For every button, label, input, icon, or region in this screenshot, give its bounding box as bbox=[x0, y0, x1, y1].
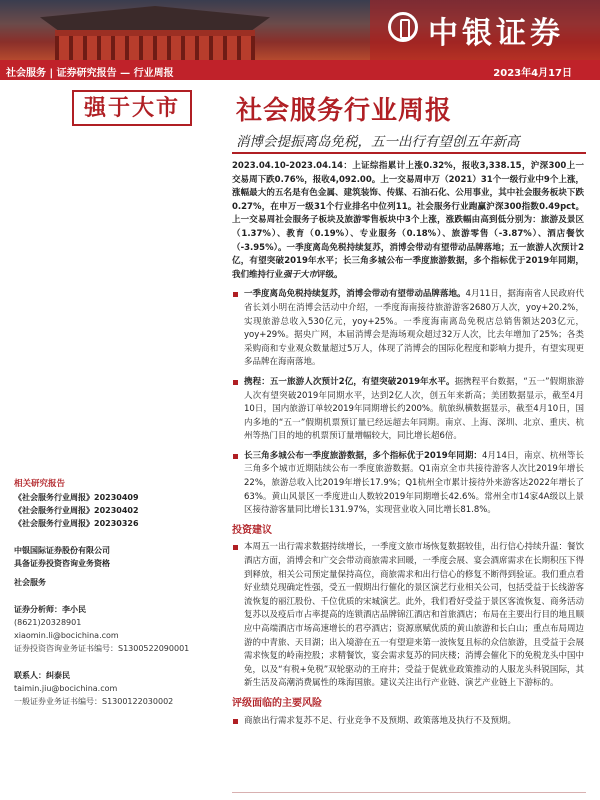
breadcrumb: 社会服务 | 证券研究报告 — 行业周报 bbox=[6, 68, 174, 79]
risk-list bbox=[232, 715, 584, 729]
summary-text-3: 评级。 bbox=[317, 269, 343, 280]
related-report-link[interactable]: 《社会服务行业周报》20230402 bbox=[14, 506, 139, 515]
sidebar bbox=[14, 478, 219, 708]
related-report-link[interactable]: 《社会服务行业周报》20230326 bbox=[14, 519, 139, 528]
category-bar bbox=[0, 60, 600, 80]
related-report-link[interactable]: 《社会服务行业周报》20230409 bbox=[14, 493, 139, 502]
list-item bbox=[232, 541, 584, 691]
industry-label: 社会服务 bbox=[14, 578, 46, 587]
analyst-email[interactable]: xiaomin.li@bocichina.com bbox=[14, 631, 119, 640]
report-date: 2023年4月17日 bbox=[493, 68, 572, 79]
summary-text: 2023.04.10-2023.04.14：上证综指累计上涨0.32%，报收3,338.15，沪深300上一交易周下跌0.76%，报收4,092.00。上一交易周申万（2021）31个一级行业中9个上涨，涨幅最大的五名是有色金属、建筑装饰、传媒、石油石化、公用事业，其中社会服务板块下跌0.27%，在申万一级31个行业排名中位列11。社会服务行业跑赢沪深300指数0.49pct。上一交易周社会服务子板块及旅游零售板块中3个上涨，涨跌幅由高到低分别为：旅游及景区（1.37%）、教育（0.19%）、专业服务（0.18%）、旅游零售（-3.87%）、酒店餐饮（-3.95%）。一季度离岛免税持续复苏，消博会带动有望带动品牌落地； bbox=[232, 161, 584, 253]
logo-area bbox=[370, 0, 600, 60]
org-qualification: 具备证券投资咨询业务资格 bbox=[14, 559, 110, 568]
summary-rating: 强于大市 bbox=[283, 269, 318, 280]
analyst-name: 证券分析师：李小民 bbox=[14, 605, 86, 614]
title-divider bbox=[232, 152, 586, 154]
summary-text-2: 五一旅游人次预计2亿，有望突破2019年水平；长三角多城公布一季度旅游数据，多个指标优于2019年同期，我们维持行业 bbox=[232, 242, 584, 280]
list-item bbox=[232, 288, 584, 370]
related-reports-heading: 相关研究报告 bbox=[14, 479, 66, 489]
bullet-head: 长三角多城公布一季度旅游数据，多个指标优于2019年同期： bbox=[244, 450, 482, 461]
risk-section-title: 评级面临的主要风险 bbox=[232, 697, 322, 709]
bank-logo-icon bbox=[388, 12, 418, 42]
bullet-body: 4月11日，据海南省人民政府代省长刘小明在消博会活动中介绍，一季度海南接待旅游游客2680万人次，yoy+20.2%，实现旅游总收入530亿元，yoy+25%。一季度海南离岛免税店总销售额达203亿元，yoy+29%。据央广网，本届消博会是海场观众超过32万人次，比去年增加了25%；各类采购商和专业观众数量超过5万人，体现了消博会的国际化程度和影响力提升，有望实现更多品牌在海南落地。 bbox=[244, 289, 584, 368]
bullet-head: 携程：五一旅游人次预计2亿，有望突破2019年水平。 bbox=[244, 376, 455, 387]
org-name: 中银国际证券股份有限公司 bbox=[14, 546, 110, 555]
bullet-head: 一季度离岛免税持续复苏，消博会带动有望带动品牌落地。 bbox=[244, 289, 466, 300]
invest-list bbox=[232, 541, 584, 691]
bullet-body: 4月14日，南京、杭州等长三角多个城市近期陆续公布一季度旅游数据。Q1南京全市共接待游客人次比2019年增长22%，旅游总收入比2019年增长17.9%；Q1杭州全市累计接待外来游客达2022年增长了63%。黄山风景区一季度进山人数较2019年同期增长42.6%。常州全市14家4A级以上景区接待游客量同比增长131.97%，实现营业收入同比增长81.8%。 bbox=[244, 450, 584, 516]
bullet-body: 据携程平台数据，“五一”假期旅游人次有望突破2019年同期水平，达到2亿人次，创五年来新高；美团数据显示，截至4月10日，国内旅游订单较2019年同期增长约200%。航旅纵横数据显示，截至4月10日，国内多地的“五一”假期机票预订量已经远超去年同期。南京、上海、深圳、北京、重庆、杭州等热门目的地的机票预订量增幅较大，同比增长超6倍。 bbox=[244, 376, 584, 442]
rating-text: 强于大市 bbox=[83, 95, 180, 121]
invest-text: 本周五一出行需求数据持续增长，一季度文旅市场恢复数据较佳，出行信心持续升温：餐饮酒店方面，消博会和广交会带动商旅需求回暖，一季度会展、宴会酒席需求在长期积压下得到释放，相关公司预定量保持高位，商旅需求和出行信心的修复不断得到验证。我们重点看好业绩兑现确定性强，受五一假期出行催化的景区演艺行业相关公司，包括受益于长线游客流恢复的丽江股份、千位优质的宋城演艺。此外，我们看好受益于景区客流恢复、商务活动复苏以及疫后市占率提高的连锁酒店品牌锦江酒店和首旅酒店；布局在主要出行目的地且顺应中高端酒店市场高速增长的君亭酒店；资源禀赋优质的黄山旅游和长白山；重点布局周边游的中青旅、天目湖；出入境游在五一有望迎来第一波恢复且标的众信旅游，且受益于会展需求恢复的岭南控股；求精餐饮，宴会需求复苏的同庆楼；消博会催化下的免税龙头中国中免，以及“有税+免税”双轮驱动的王府井；受益于促就业政策推动的人服龙头科锐国际，其新生活及高潮消费属性的珠海国旅。建议关注出行产业链、演艺产业链上下游标的。 bbox=[244, 542, 585, 689]
report-subtitle: 消博会提振离岛免税，五一出行有望创五年新高 bbox=[236, 134, 520, 150]
analyst-cert: 证券投资咨询业务证书编号：S1300522090001 bbox=[14, 644, 190, 653]
main-content bbox=[232, 160, 584, 734]
rating-badge bbox=[72, 90, 192, 126]
header-banner bbox=[0, 0, 600, 60]
palace-graphic bbox=[55, 30, 255, 60]
summary-paragraph bbox=[232, 160, 584, 282]
list-item bbox=[232, 715, 584, 729]
footer-divider bbox=[232, 792, 586, 793]
report-title: 社会服务行业周报 bbox=[236, 96, 453, 126]
contact-email[interactable]: taimin.jiu@bocichina.com bbox=[14, 684, 118, 693]
list-item bbox=[232, 376, 584, 444]
analyst-phone: (8621)20328901 bbox=[14, 618, 82, 627]
logo-text: 中银证券 bbox=[428, 16, 564, 51]
key-points-list bbox=[232, 288, 584, 518]
invest-section-title: 投资建议 bbox=[232, 524, 272, 536]
risk-text: 商旅出行需求复苏不足、行业竞争不及预期、政策落地及执行不及预期。 bbox=[244, 715, 517, 726]
contact-cert: 一般证券业务证书编号：S1300122030002 bbox=[14, 697, 174, 706]
contact-name: 联系人：纠泰民 bbox=[14, 671, 70, 680]
list-item bbox=[232, 450, 584, 518]
